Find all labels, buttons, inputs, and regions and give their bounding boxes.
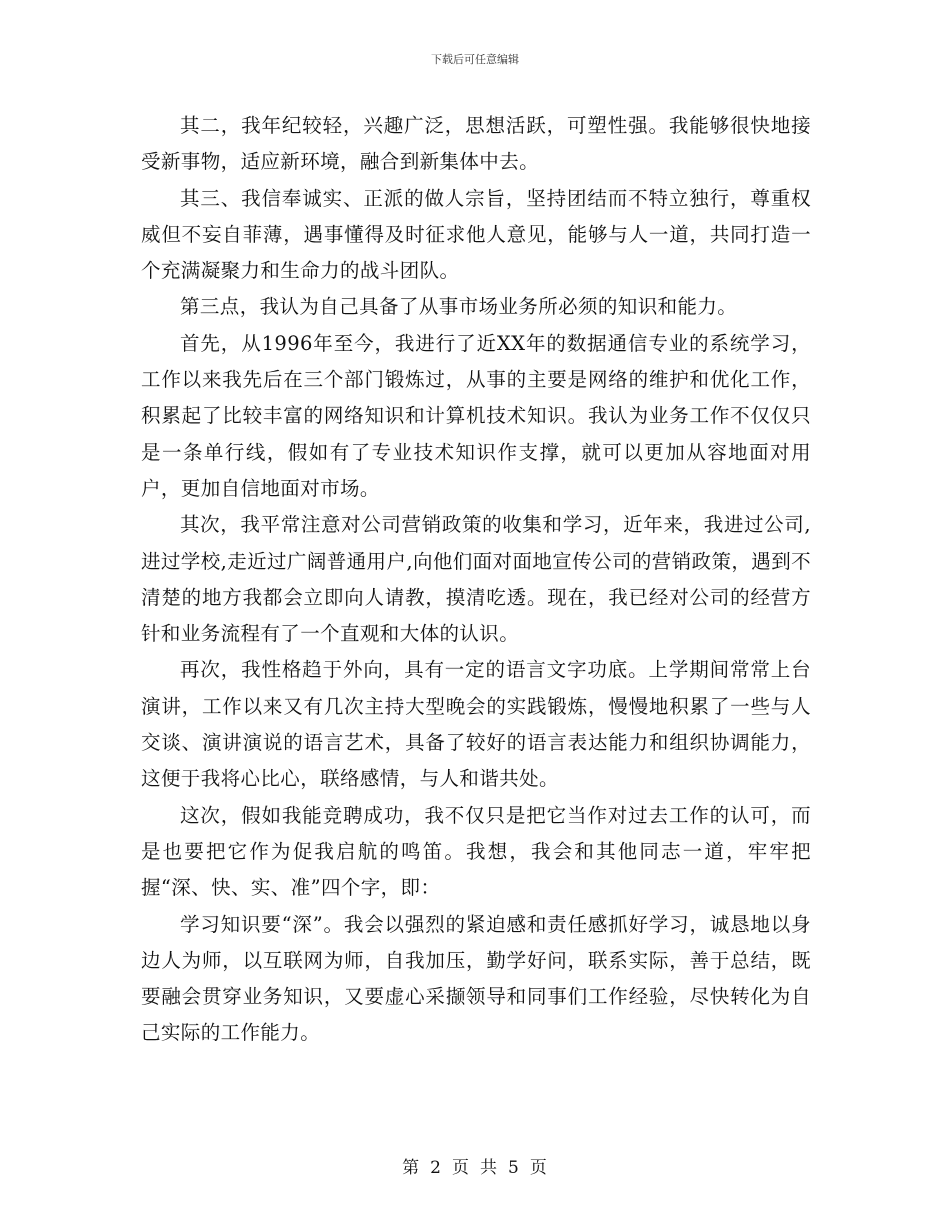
paragraph-4: 首先，从1996年至今，我进行了近XX年的数据通信专业的系统学习，工作以来我先后在三个部门锻炼过，从事的主要是网络的维护和优化工作，积累起了比较丰富的网络知识和计算机技术知识。我认为业务工作不仅仅只是一条单行线，假如有了专业技术知识作支撑，就可以更加从容地面对用户，更加自信地面对市场。 <box>141 331 811 500</box>
paragraph-5: 其次，我平常注意对公司营销政策的收集和学习，近年来，我进过公司,进过学校,走近过广阔普通用户,向他们面对面地宣传公司的营销政策，遇到不清楚的地方我都会立即向人请教，摸清吃透。现在，我已经对公司的经营方针和业务流程有了一个直观和大体的认识。 <box>141 513 811 646</box>
paragraph-3: 第三点，我认为自己具备了从事市场业务所必须的知识和能力。 <box>180 295 738 319</box>
document-body <box>141 108 811 1052</box>
page-header-note: 下载后可任意编辑 <box>431 53 519 66</box>
page-footer <box>0 1158 950 1178</box>
footer-suffix: 页 <box>529 1158 548 1178</box>
footer-prefix: 第 <box>402 1158 421 1178</box>
footer-total-word: 共 <box>480 1158 498 1178</box>
paragraph-2: 其三、我信奉诚实、正派的做人宗旨，坚持团结而不特立独行，尊重权威但不妄自菲薄，遇事懂得及时征求他人意见，能够与人一道，共同打造一个充满凝聚力和生命力的战斗团队。 <box>141 186 811 283</box>
paragraph-8: 学习知识要“深”。我会以强烈的紧迫感和责任感抓好学习，诚恳地以身边人为师，以互联网为师，自我加压，勤学好问，联系实际，善于总结，既要融会贯穿业务知识，又要虚心采撷领导和同事们工作经验，尽快转化为自己实际的工作能力。 <box>141 912 811 1045</box>
footer-page-word: 页 <box>452 1158 470 1178</box>
footer-total-pages: 5 <box>508 1158 520 1178</box>
paragraph-7: 这次，假如我能竞聘成功，我不仅只是把它当作对过去工作的认可，而是也要把它作为促我启航的鸣笛。我想，我会和其他同志一道，牢牢把握“深、快、实、准”四个字，即： <box>141 803 811 900</box>
paragraph-6: 再次，我性格趋于外向，具有一定的语言文字功底。上学期间常常上台演讲，工作以来又有几次主持大型晚会的实践锻炼，慢慢地积累了一些与人交谈、演讲演说的语言艺术，具备了较好的语言表达能力和组织协调能力，这便于我将心比心，联络感情，与人和谐共处。 <box>141 658 811 791</box>
footer-current-page: 2 <box>430 1158 442 1178</box>
paragraph-1: 其二，我年纪较轻，兴趣广泛，思想活跃，可塑性强。我能够很快地接受新事物，适应新环境，融合到新集体中去。 <box>141 114 811 174</box>
